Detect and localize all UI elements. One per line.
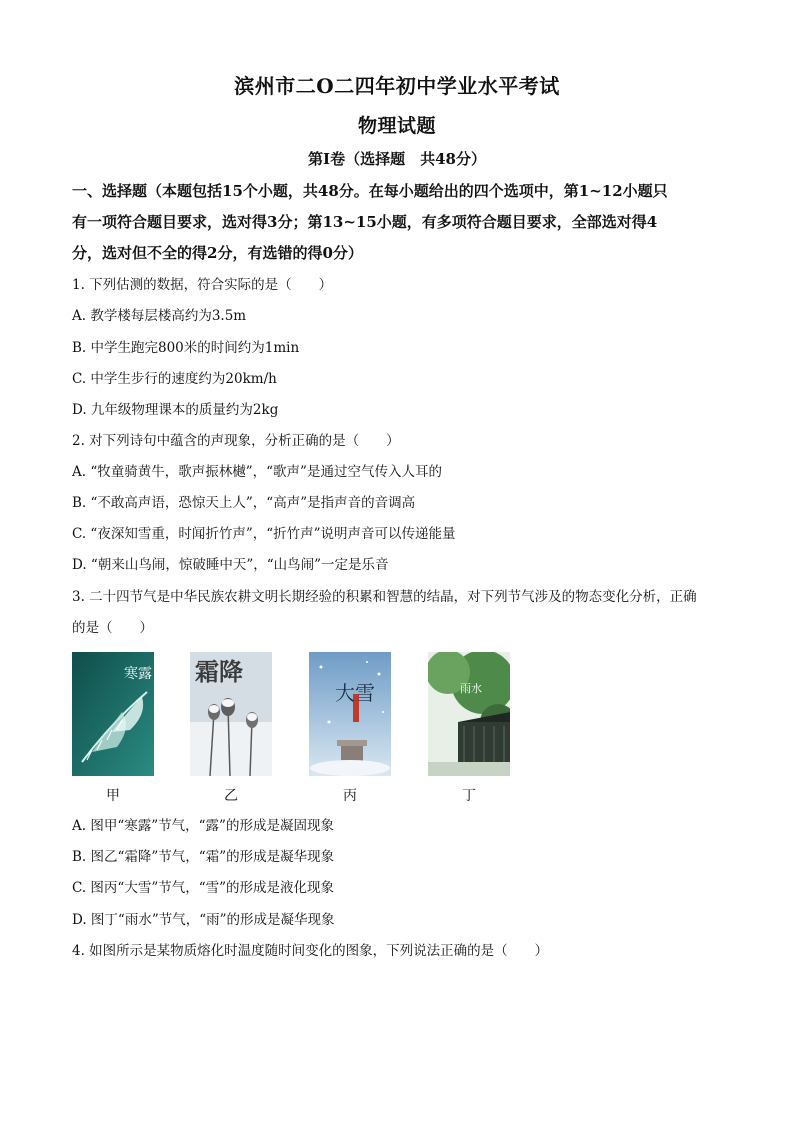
q3-option-d: D. 图丁“雨水”节气，“雨”的形成是凝华现象	[72, 912, 335, 928]
frosted-plant-poster-icon	[190, 652, 272, 776]
poster-text: 霜降	[195, 657, 243, 686]
poster-text: 寒露	[124, 666, 152, 682]
snow-scene-poster-icon	[309, 652, 391, 776]
frost-leaf-poster-icon	[72, 652, 154, 776]
q1-option-d: D. 九年级物理课本的质量约为2kg	[72, 402, 279, 418]
poster-text: 大雪	[335, 681, 375, 705]
q2-option-c: C. “夜深知雪重，时闻折竹声”，“折竹声”说明声音可以传递能量	[72, 526, 456, 542]
q2-option-a: A. “牧童骑黄牛，歌声振林樾”，“歌声”是通过空气传入人耳的	[72, 464, 442, 480]
image-caption-bing: 丙	[343, 788, 357, 804]
question-3-stem-line: 的是（ ）	[72, 620, 153, 636]
poster-text: 雨水	[460, 682, 482, 695]
part-heading: 第Ⅰ卷（选择题 共48分）	[308, 150, 486, 168]
q1-option-a: A. 教学楼每层楼高约为3.5m	[72, 308, 247, 324]
image-caption-yi: 乙	[224, 788, 238, 804]
section-instruction-line: 有一项符合题目要求，选对得3分；第13~15小题，有多项符合题目要求，全部选对得4	[72, 213, 658, 231]
exam-title: 滨州市二O二四年初中学业水平考试	[234, 74, 560, 98]
question-1-stem: 1. 下列估测的数据，符合实际的是（ ）	[72, 277, 333, 293]
q3-option-b: B. 图乙“霜降”节气，“霜”的形成是凝华现象	[72, 849, 335, 865]
section-instruction-line: 一、选择题（本题包括15个小题，共48分。在每小题给出的四个选项中，第1~12小题只	[72, 182, 668, 200]
q1-option-b: B. 中学生跑完800米的时间约为1min	[72, 340, 300, 356]
subject-title: 物理试题	[357, 115, 436, 137]
q3-option-a: A. 图甲“寒露”节气，“露”的形成是凝固现象	[72, 818, 334, 834]
image-caption-jia: 甲	[106, 788, 120, 804]
q2-option-b: B. “不敢高声语，恐惊天上人”，“高声”是指声音的音调高	[72, 495, 416, 511]
image-caption-ding: 丁	[462, 788, 476, 804]
section-instruction-line: 分，选对但不全的得2分，有选错的得0分）	[72, 244, 363, 262]
q2-option-d: D. “朝来山鸟闹，惊破睡中天”，“山鸟闹”一定是乐音	[72, 557, 389, 573]
q3-option-c: C. 图丙“大雪”节气，“雪”的形成是液化现象	[72, 880, 335, 896]
question-3-stem-line: 3. 二十四节气是中华民族农耕文明长期经验的积累和智慧的结晶，对下列节气涉及的物态变化分析，正确	[72, 589, 697, 605]
section-instruction	[72, 176, 724, 269]
question-2-stem: 2. 对下列诗句中蕴含的声现象，分析正确的是（ ）	[72, 433, 400, 449]
q1-option-c: C. 中学生步行的速度约为20km/h	[72, 371, 277, 387]
rain-scene-poster-icon	[428, 652, 510, 776]
question-4-stem: 4. 如图所示是某物质熔化时温度随时间变化的图象，下列说法正确的是（ ）	[72, 943, 549, 959]
